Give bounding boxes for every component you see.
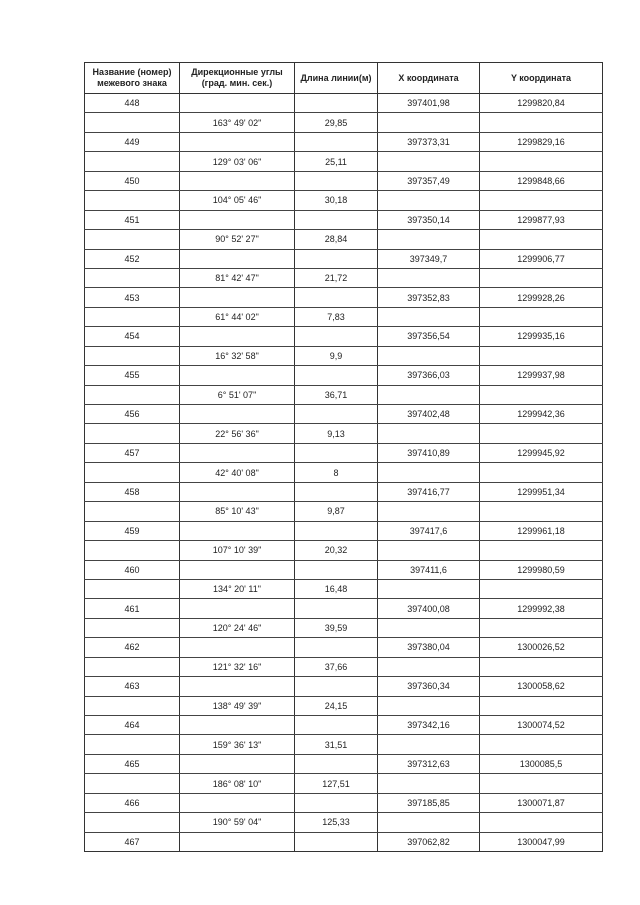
cell-x-coordinate (378, 230, 480, 249)
cell-line-length (295, 171, 378, 190)
cell-y-coordinate: 1299848,66 (480, 171, 603, 190)
cell-y-coordinate (480, 307, 603, 326)
cell-line-length (295, 638, 378, 657)
cell-direction-angle: 138° 49' 39" (180, 696, 295, 715)
cell-direction-angle (180, 716, 295, 735)
cell-marker-name (85, 191, 180, 210)
table-row-segment (85, 307, 603, 326)
cell-direction-angle (180, 171, 295, 190)
header-line-length: Длина линии(м) (295, 63, 378, 94)
cell-line-length: 37,66 (295, 657, 378, 676)
cell-y-coordinate (480, 618, 603, 637)
cell-marker-name: 449 (85, 132, 180, 151)
cell-direction-angle: 163° 49' 02" (180, 113, 295, 132)
cell-y-coordinate (480, 579, 603, 598)
table-row-segment (85, 113, 603, 132)
cell-y-coordinate: 1299980,59 (480, 560, 603, 579)
cell-line-length (295, 405, 378, 424)
cell-x-coordinate: 397062,82 (378, 832, 480, 851)
cell-x-coordinate: 397366,03 (378, 366, 480, 385)
cell-line-length: 16,48 (295, 579, 378, 598)
cell-x-coordinate (378, 579, 480, 598)
cell-x-coordinate: 397411,6 (378, 560, 480, 579)
table-row-marker (85, 249, 603, 268)
table-row-segment (85, 541, 603, 560)
cell-direction-angle (180, 132, 295, 151)
cell-direction-angle (180, 94, 295, 113)
cell-x-coordinate (378, 618, 480, 637)
table-row-marker (85, 94, 603, 113)
cell-line-length (295, 94, 378, 113)
cell-y-coordinate (480, 152, 603, 171)
cell-direction-angle (180, 793, 295, 812)
cell-y-coordinate: 1299928,26 (480, 288, 603, 307)
cell-x-coordinate (378, 541, 480, 560)
cell-line-length: 36,71 (295, 385, 378, 404)
cell-direction-angle: 81° 42' 47" (180, 268, 295, 287)
cell-direction-angle: 129° 03' 06" (180, 152, 295, 171)
table-row-marker (85, 405, 603, 424)
cell-marker-name (85, 774, 180, 793)
cell-x-coordinate: 397400,08 (378, 599, 480, 618)
table-row-segment (85, 268, 603, 287)
cell-line-length (295, 443, 378, 462)
cell-x-coordinate (378, 657, 480, 676)
cell-marker-name: 453 (85, 288, 180, 307)
cell-line-length (295, 249, 378, 268)
table-row-marker (85, 521, 603, 540)
cell-direction-angle: 104° 05' 46" (180, 191, 295, 210)
cell-direction-angle: 6° 51' 07" (180, 385, 295, 404)
cell-direction-angle (180, 288, 295, 307)
table-row-marker (85, 560, 603, 579)
cell-marker-name: 452 (85, 249, 180, 268)
cell-x-coordinate: 397352,83 (378, 288, 480, 307)
cell-direction-angle (180, 599, 295, 618)
cell-x-coordinate: 397349,7 (378, 249, 480, 268)
cell-marker-name (85, 813, 180, 832)
table-row-segment (85, 696, 603, 715)
cell-line-length (295, 482, 378, 501)
cell-x-coordinate (378, 385, 480, 404)
cell-direction-angle: 190° 59' 04" (180, 813, 295, 832)
table-row-segment (85, 346, 603, 365)
table-row-marker (85, 443, 603, 462)
cell-direction-angle: 22° 56' 36" (180, 424, 295, 443)
cell-direction-angle (180, 677, 295, 696)
table-row-marker (85, 599, 603, 618)
cell-line-length: 25,11 (295, 152, 378, 171)
cell-marker-name (85, 230, 180, 249)
cell-x-coordinate: 397416,77 (378, 482, 480, 501)
cell-direction-angle (180, 249, 295, 268)
table-row-segment (85, 735, 603, 754)
table-row-marker (85, 366, 603, 385)
cell-direction-angle: 16° 32' 58" (180, 346, 295, 365)
cell-y-coordinate: 1300058,62 (480, 677, 603, 696)
table-row-segment (85, 191, 603, 210)
table-row-segment (85, 813, 603, 832)
cell-line-length (295, 832, 378, 851)
table-body (85, 94, 603, 852)
cell-line-length: 21,72 (295, 268, 378, 287)
cell-direction-angle: 61° 44' 02" (180, 307, 295, 326)
cell-y-coordinate: 1299992,38 (480, 599, 603, 618)
header-direction-angle: Дирекционные углы (град. мин. сек.) (180, 63, 295, 94)
table-row-marker (85, 132, 603, 151)
table-row-marker (85, 327, 603, 346)
cell-marker-name: 451 (85, 210, 180, 229)
cell-line-length (295, 521, 378, 540)
cell-direction-angle: 120° 24' 46" (180, 618, 295, 637)
cell-marker-name: 454 (85, 327, 180, 346)
cell-y-coordinate (480, 463, 603, 482)
cell-direction-angle: 107° 10' 39" (180, 541, 295, 560)
cell-direction-angle: 121° 32' 16" (180, 657, 295, 676)
cell-marker-name: 467 (85, 832, 180, 851)
cell-line-length: 127,51 (295, 774, 378, 793)
cell-marker-name (85, 735, 180, 754)
cell-line-length: 9,9 (295, 346, 378, 365)
cell-direction-angle (180, 638, 295, 657)
table-row-segment (85, 385, 603, 404)
cell-y-coordinate: 1299961,18 (480, 521, 603, 540)
cell-line-length: 39,59 (295, 618, 378, 637)
cell-y-coordinate (480, 191, 603, 210)
cell-x-coordinate: 397350,14 (378, 210, 480, 229)
cell-y-coordinate: 1299951,34 (480, 482, 603, 501)
cell-line-length (295, 288, 378, 307)
cell-x-coordinate (378, 696, 480, 715)
cell-marker-name (85, 541, 180, 560)
cell-marker-name (85, 424, 180, 443)
cell-y-coordinate: 1300026,52 (480, 638, 603, 657)
cell-y-coordinate (480, 696, 603, 715)
header-x-coordinate: Х координата (378, 63, 480, 94)
table-row-segment (85, 502, 603, 521)
cell-direction-angle: 90° 52' 27" (180, 230, 295, 249)
cell-x-coordinate: 397185,85 (378, 793, 480, 812)
cell-line-length (295, 677, 378, 696)
cell-y-coordinate (480, 113, 603, 132)
cell-marker-name: 466 (85, 793, 180, 812)
table-row-marker (85, 482, 603, 501)
cell-y-coordinate (480, 657, 603, 676)
cell-direction-angle: 134° 20' 11" (180, 579, 295, 598)
table-row-marker (85, 171, 603, 190)
cell-direction-angle (180, 521, 295, 540)
table-header-row (85, 63, 603, 94)
cell-marker-name (85, 385, 180, 404)
cell-y-coordinate: 1300047,99 (480, 832, 603, 851)
cell-x-coordinate: 397373,31 (378, 132, 480, 151)
survey-coordinates-table (84, 62, 603, 852)
cell-line-length: 30,18 (295, 191, 378, 210)
cell-y-coordinate (480, 385, 603, 404)
cell-line-length (295, 754, 378, 773)
cell-y-coordinate (480, 346, 603, 365)
table-row-segment (85, 230, 603, 249)
cell-marker-name: 460 (85, 560, 180, 579)
cell-marker-name (85, 307, 180, 326)
cell-y-coordinate: 1299906,77 (480, 249, 603, 268)
cell-y-coordinate: 1300071,87 (480, 793, 603, 812)
cell-direction-angle (180, 327, 295, 346)
cell-direction-angle (180, 210, 295, 229)
header-y-coordinate: Y координата (480, 63, 603, 94)
table-row-marker (85, 832, 603, 851)
cell-y-coordinate: 1300085,5 (480, 754, 603, 773)
cell-marker-name: 456 (85, 405, 180, 424)
cell-y-coordinate (480, 735, 603, 754)
cell-y-coordinate: 1299935,16 (480, 327, 603, 346)
cell-x-coordinate (378, 424, 480, 443)
cell-y-coordinate (480, 541, 603, 560)
cell-marker-name: 458 (85, 482, 180, 501)
cell-line-length (295, 327, 378, 346)
cell-x-coordinate (378, 268, 480, 287)
header-marker-name: Название (номер) межевого знака (85, 63, 180, 94)
cell-x-coordinate (378, 152, 480, 171)
cell-line-length (295, 793, 378, 812)
cell-direction-angle (180, 405, 295, 424)
cell-marker-name (85, 657, 180, 676)
cell-marker-name: 463 (85, 677, 180, 696)
cell-x-coordinate: 397356,54 (378, 327, 480, 346)
cell-line-length: 7,83 (295, 307, 378, 326)
cell-line-length (295, 560, 378, 579)
cell-y-coordinate (480, 813, 603, 832)
cell-x-coordinate (378, 735, 480, 754)
cell-x-coordinate: 397357,49 (378, 171, 480, 190)
cell-x-coordinate (378, 191, 480, 210)
cell-line-length: 125,33 (295, 813, 378, 832)
cell-x-coordinate: 397342,16 (378, 716, 480, 735)
cell-direction-angle: 85° 10' 43" (180, 502, 295, 521)
cell-y-coordinate: 1299820,84 (480, 94, 603, 113)
cell-marker-name: 448 (85, 94, 180, 113)
cell-y-coordinate (480, 502, 603, 521)
cell-line-length: 9,87 (295, 502, 378, 521)
table-row-marker (85, 754, 603, 773)
cell-y-coordinate: 1299942,36 (480, 405, 603, 424)
cell-direction-angle (180, 443, 295, 462)
cell-line-length: 20,32 (295, 541, 378, 560)
cell-marker-name (85, 463, 180, 482)
cell-line-length (295, 366, 378, 385)
cell-x-coordinate: 397312,63 (378, 754, 480, 773)
cell-direction-angle: 42° 40' 08" (180, 463, 295, 482)
cell-line-length: 31,51 (295, 735, 378, 754)
cell-direction-angle (180, 560, 295, 579)
cell-line-length (295, 599, 378, 618)
table-row-marker (85, 210, 603, 229)
cell-y-coordinate (480, 230, 603, 249)
table-row-marker (85, 716, 603, 735)
table-row-segment (85, 424, 603, 443)
cell-marker-name (85, 152, 180, 171)
cell-x-coordinate: 397402,48 (378, 405, 480, 424)
cell-marker-name: 462 (85, 638, 180, 657)
table-row-segment (85, 774, 603, 793)
cell-direction-angle (180, 832, 295, 851)
cell-line-length: 8 (295, 463, 378, 482)
cell-marker-name (85, 618, 180, 637)
cell-y-coordinate: 1299945,92 (480, 443, 603, 462)
cell-y-coordinate (480, 424, 603, 443)
cell-marker-name (85, 579, 180, 598)
cell-x-coordinate: 397380,04 (378, 638, 480, 657)
cell-x-coordinate: 397401,98 (378, 94, 480, 113)
cell-x-coordinate: 397410,89 (378, 443, 480, 462)
cell-y-coordinate: 1299829,16 (480, 132, 603, 151)
table-row-segment (85, 152, 603, 171)
table-row-marker (85, 793, 603, 812)
table-row-segment (85, 657, 603, 676)
cell-marker-name: 459 (85, 521, 180, 540)
cell-direction-angle (180, 482, 295, 501)
cell-marker-name (85, 696, 180, 715)
cell-line-length (295, 210, 378, 229)
cell-line-length: 29,85 (295, 113, 378, 132)
cell-marker-name: 455 (85, 366, 180, 385)
cell-x-coordinate (378, 113, 480, 132)
cell-marker-name: 457 (85, 443, 180, 462)
cell-y-coordinate (480, 774, 603, 793)
cell-direction-angle: 159° 36' 13" (180, 735, 295, 754)
cell-marker-name (85, 346, 180, 365)
cell-marker-name (85, 502, 180, 521)
cell-marker-name: 461 (85, 599, 180, 618)
cell-marker-name: 465 (85, 754, 180, 773)
cell-line-length: 24,15 (295, 696, 378, 715)
table-row-marker (85, 677, 603, 696)
table-row-segment (85, 463, 603, 482)
table-row-segment (85, 579, 603, 598)
table-row-marker (85, 638, 603, 657)
cell-x-coordinate (378, 346, 480, 365)
cell-line-length: 28,84 (295, 230, 378, 249)
cell-line-length (295, 132, 378, 151)
cell-x-coordinate (378, 502, 480, 521)
table-row-marker (85, 288, 603, 307)
cell-direction-angle (180, 366, 295, 385)
table-row-segment (85, 618, 603, 637)
cell-x-coordinate: 397417,6 (378, 521, 480, 540)
cell-x-coordinate (378, 774, 480, 793)
cell-direction-angle: 186° 08' 10" (180, 774, 295, 793)
cell-x-coordinate (378, 463, 480, 482)
cell-line-length: 9,13 (295, 424, 378, 443)
cell-x-coordinate (378, 813, 480, 832)
cell-x-coordinate: 397360,34 (378, 677, 480, 696)
cell-y-coordinate (480, 268, 603, 287)
cell-marker-name (85, 268, 180, 287)
cell-line-length (295, 716, 378, 735)
cell-marker-name: 450 (85, 171, 180, 190)
cell-marker-name: 464 (85, 716, 180, 735)
cell-marker-name (85, 113, 180, 132)
cell-x-coordinate (378, 307, 480, 326)
cell-y-coordinate: 1299877,93 (480, 210, 603, 229)
cell-direction-angle (180, 754, 295, 773)
cell-y-coordinate: 1300074,52 (480, 716, 603, 735)
cell-y-coordinate: 1299937,98 (480, 366, 603, 385)
